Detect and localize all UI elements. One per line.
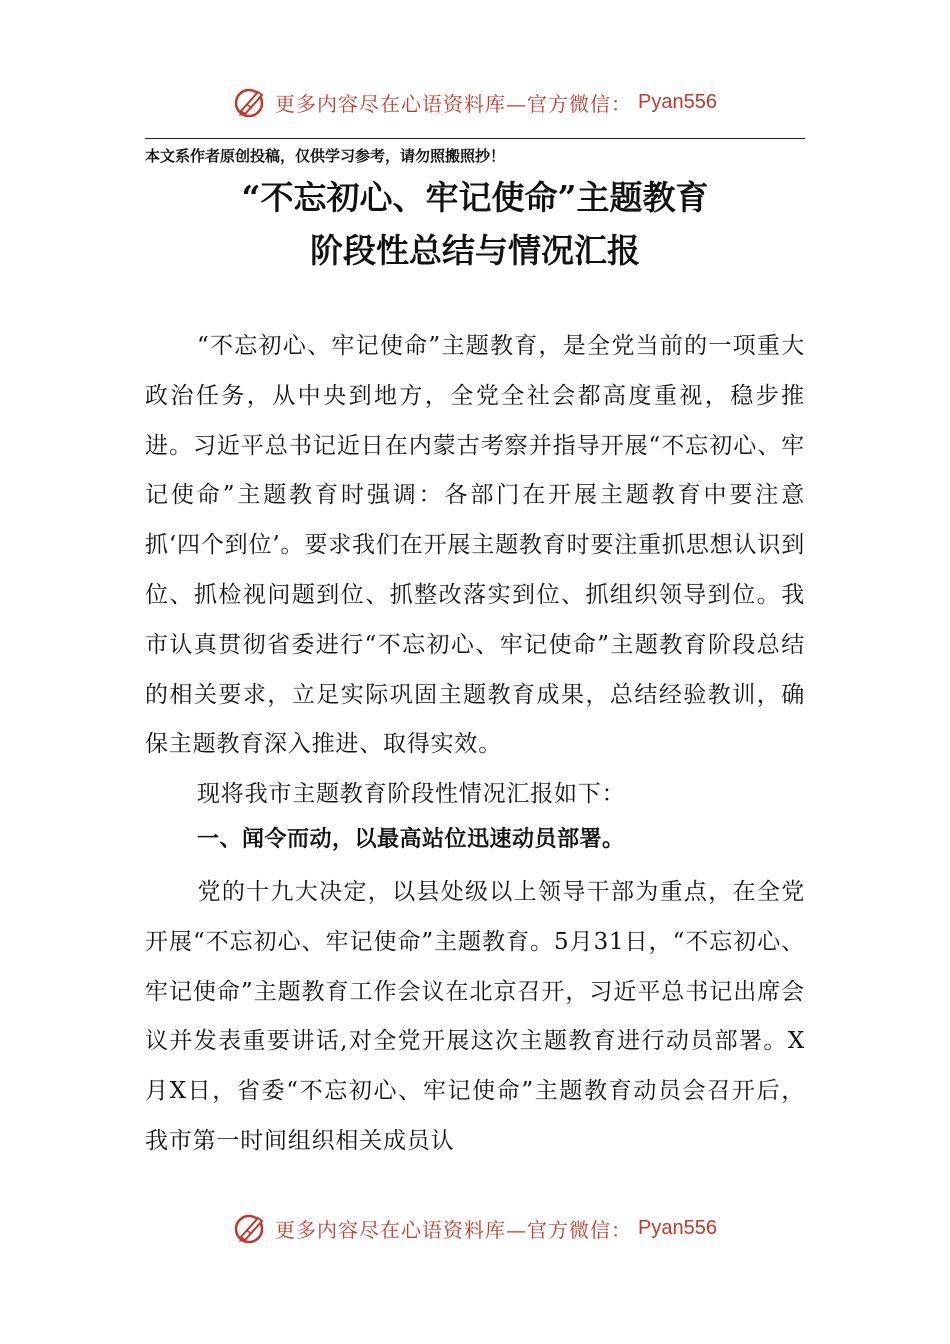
watermark-text: 更多内容尽在心语资料库—官方微信： [275,1217,633,1242]
watermark-text: 更多内容尽在心语资料库—官方微信： [275,91,633,116]
section-heading-1: 一、闻令而动，以最高站位迅速动员部署。 [197,827,625,852]
body-paragraph-1 [145,322,805,770]
pen-circle-logo-icon [233,1210,269,1246]
document-title-line2: 阶段性总结与情况汇报 [310,231,640,270]
copyright-notice: 本文系作者原创投稿，仅供学习参考，请勿照搬照抄！ [145,147,506,165]
watermark-banner-bottom [0,1208,950,1248]
body-paragraph-3-text: 党的十九大决定，以县处级以上领导干部为重点，在全党开展“不忘初心、牢记使命”主题教育。5月31日，“不忘初心、牢记使命”主题教育工作会议在北京召开，习近平总书记出席会议并发表重要讲话,对全党开展这次主题教育进行动员部署。X月X日，省委“不忘初心、牢记使命”主题教育动员会召开后，我市第一时间组织相关成员认 [145,879,805,1154]
watermark-wechat-id: Pyan556 [638,1216,717,1239]
body-paragraph-3 [145,868,805,1167]
watermark-banner-top [0,82,950,122]
document-title-line1: “不忘初心、牢记使命”主题教育 [241,178,709,217]
body-paragraph-1-text: “不忘初心、牢记使命”主题教育，是全党当前的一项重大政治任务，从中央到地方，全党全社会都高度重视，稳步推进。习近平总书记近日在内蒙古考察并指导开展“不忘初心、牢记使命”主题教育时强调：各部门在开展主题教育中要注意抓‘四个到位’。要求我们在开展主题教育时要注重抓思想认识到位、抓检视问题到位、抓整改落实到位、抓组织领导到位。我市认真贯彻省委进行“不忘初心、牢记使命”主题教育阶段总结的相关要求，立足实际巩固主题教育成果，总结经验教训，确保主题教育深入推进、取得实效。 [145,333,805,758]
header-rule [145,138,805,139]
body-paragraph-2 [145,770,805,820]
watermark-wechat-id: Pyan556 [638,90,717,113]
body-paragraph-2-text: 现将我市主题教育阶段性情况汇报如下： [197,781,626,807]
pen-circle-logo-icon [233,84,269,120]
